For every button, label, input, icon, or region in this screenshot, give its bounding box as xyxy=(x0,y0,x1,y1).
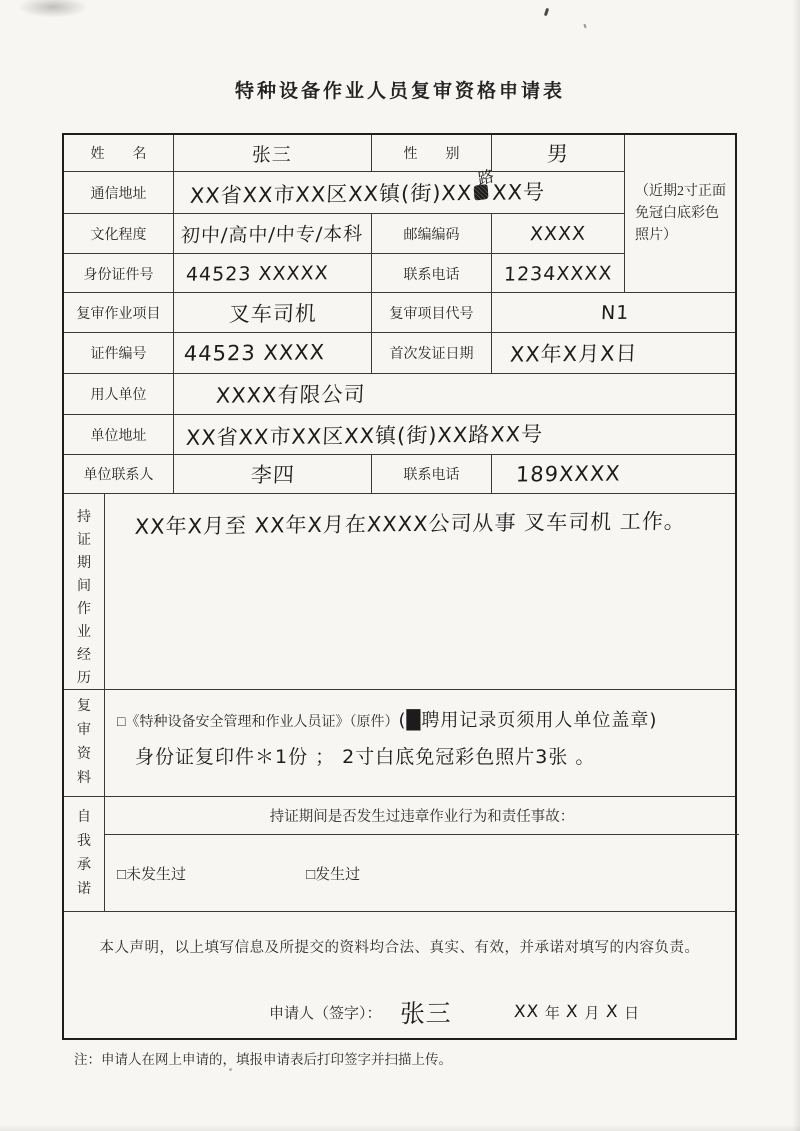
pledge-label: 自我承诺 xyxy=(77,810,91,897)
postcode-value: XXXX xyxy=(529,222,587,245)
employer-contact-label: 单位联系人 xyxy=(64,455,174,493)
scribbled-correction xyxy=(473,165,497,201)
date-day-value: X xyxy=(605,1001,619,1023)
scan-speck xyxy=(544,8,549,17)
gender-value: 男 xyxy=(546,141,570,167)
photo-box xyxy=(624,135,739,292)
gender-label: 性 别 xyxy=(372,135,492,171)
materials-handwritten-note: (█聘用记录页须用人单位盖章) xyxy=(398,710,658,731)
form-title: 特种设备作业人员复审资格申请表 xyxy=(234,81,565,102)
row-work-history xyxy=(64,494,735,690)
scan-speck xyxy=(229,1068,232,1071)
pledge-question: 持证期间是否发生过违章作业行为和责任事故： xyxy=(105,797,739,835)
personal-info-block xyxy=(64,135,735,293)
cert-number-label: 证件编号 xyxy=(64,333,174,373)
pledge-option-yes: □发生过 xyxy=(306,867,361,883)
employer-value: XXXX有限公司 xyxy=(215,382,367,408)
first-issue-value: XX年X月X日 xyxy=(509,341,639,367)
first-issue-label: 首次发证日期 xyxy=(372,333,492,373)
row-pledge xyxy=(64,797,735,912)
materials-line2: 身份证复印件＊1份 ； 2寸白底免冠彩色照片3张 。 xyxy=(135,746,596,768)
row-education-postcode xyxy=(64,214,624,254)
phone-value: 1234XXXX xyxy=(503,261,613,286)
review-code-value: N1 xyxy=(600,301,631,324)
footnote: 注：申请人在网上申请的，填报申请表后打印签字并扫描上传。 xyxy=(74,1052,452,1067)
work-history-value: XX年X月至 XX年X月在XXXX公司从事 叉车司机 工作。 xyxy=(134,509,687,539)
review-item-value: 叉车司机 xyxy=(227,301,317,326)
signature-name: 张三 xyxy=(398,998,453,1029)
row-employer-contact xyxy=(64,455,735,494)
row-declaration xyxy=(64,912,735,1042)
name-value: 张三 xyxy=(251,143,293,166)
employer-address-value: XX省XX市XX区XX镇(街)XX路XX号 xyxy=(185,421,544,450)
employer-phone-label: 联系电话 xyxy=(372,455,492,493)
employer-address-label: 单位地址 xyxy=(64,415,174,454)
employer-label: 用人单位 xyxy=(64,374,174,414)
materials-line1 xyxy=(117,706,739,732)
row-id-phone xyxy=(64,254,624,293)
education-label: 文化程度 xyxy=(64,214,174,253)
review-code-label: 复审项目代号 xyxy=(372,293,492,332)
declaration-text: 本人声明，以上填写信息及所提交的资料均合法、真实、有效，并承诺对填写的内容负责。 xyxy=(99,940,700,956)
id-number-value: 44523 XXXXX xyxy=(185,261,330,286)
materials-label: 复审资料 xyxy=(77,699,91,786)
scan-smudge xyxy=(18,0,88,18)
id-number-label: 身份证件号 xyxy=(64,254,174,293)
application-form-table xyxy=(62,133,737,1040)
date-month-unit: 月 xyxy=(584,1005,600,1022)
review-item-label: 复审作业项目 xyxy=(64,293,174,332)
name-label: 姓 名 xyxy=(64,135,174,171)
date-month-value: X xyxy=(565,1001,579,1023)
phone-label: 联系电话 xyxy=(372,254,492,293)
signature-label: 申请人（签字）： xyxy=(269,1005,382,1022)
row-employer-address xyxy=(64,415,735,455)
signature-date xyxy=(514,1002,640,1023)
row-cert-number xyxy=(64,333,735,374)
row-address xyxy=(64,165,624,214)
row-review-item xyxy=(64,293,735,333)
date-year-value: XX xyxy=(513,1001,540,1023)
address-value: XX省XX市XX区XX镇(街)XX 路 XX号 xyxy=(189,176,545,210)
work-history-label: 持证期间作业经历 xyxy=(77,510,91,686)
photo-note: （近期2寸正面免冠白底彩色照片） xyxy=(635,183,726,243)
row-name-gender xyxy=(64,135,624,172)
scan-edge-shading xyxy=(792,0,800,1131)
cert-number-value: 44523 XXXX xyxy=(183,340,326,366)
signature-line xyxy=(64,994,735,1030)
education-value: 初中/高中/中专/本科 xyxy=(180,223,365,247)
address-label: 通信地址 xyxy=(64,172,174,213)
pledge-option-no: □未发生过 xyxy=(117,867,187,883)
date-day-unit: 日 xyxy=(624,1005,640,1022)
date-year-unit: 年 xyxy=(544,1005,560,1022)
employer-contact-value: 李四 xyxy=(249,462,295,488)
materials-printed-item: □《特种设备安全管理和作业人员证》（原件） xyxy=(117,715,399,730)
postcode-label: 邮编编码 xyxy=(372,214,492,253)
row-materials xyxy=(64,690,735,797)
scan-speck xyxy=(583,24,586,28)
employer-phone-value: 189XXXX xyxy=(515,461,622,487)
row-employer xyxy=(64,374,735,415)
scan-edge-shading xyxy=(0,1125,800,1131)
inserted-char: 路 xyxy=(476,165,497,189)
